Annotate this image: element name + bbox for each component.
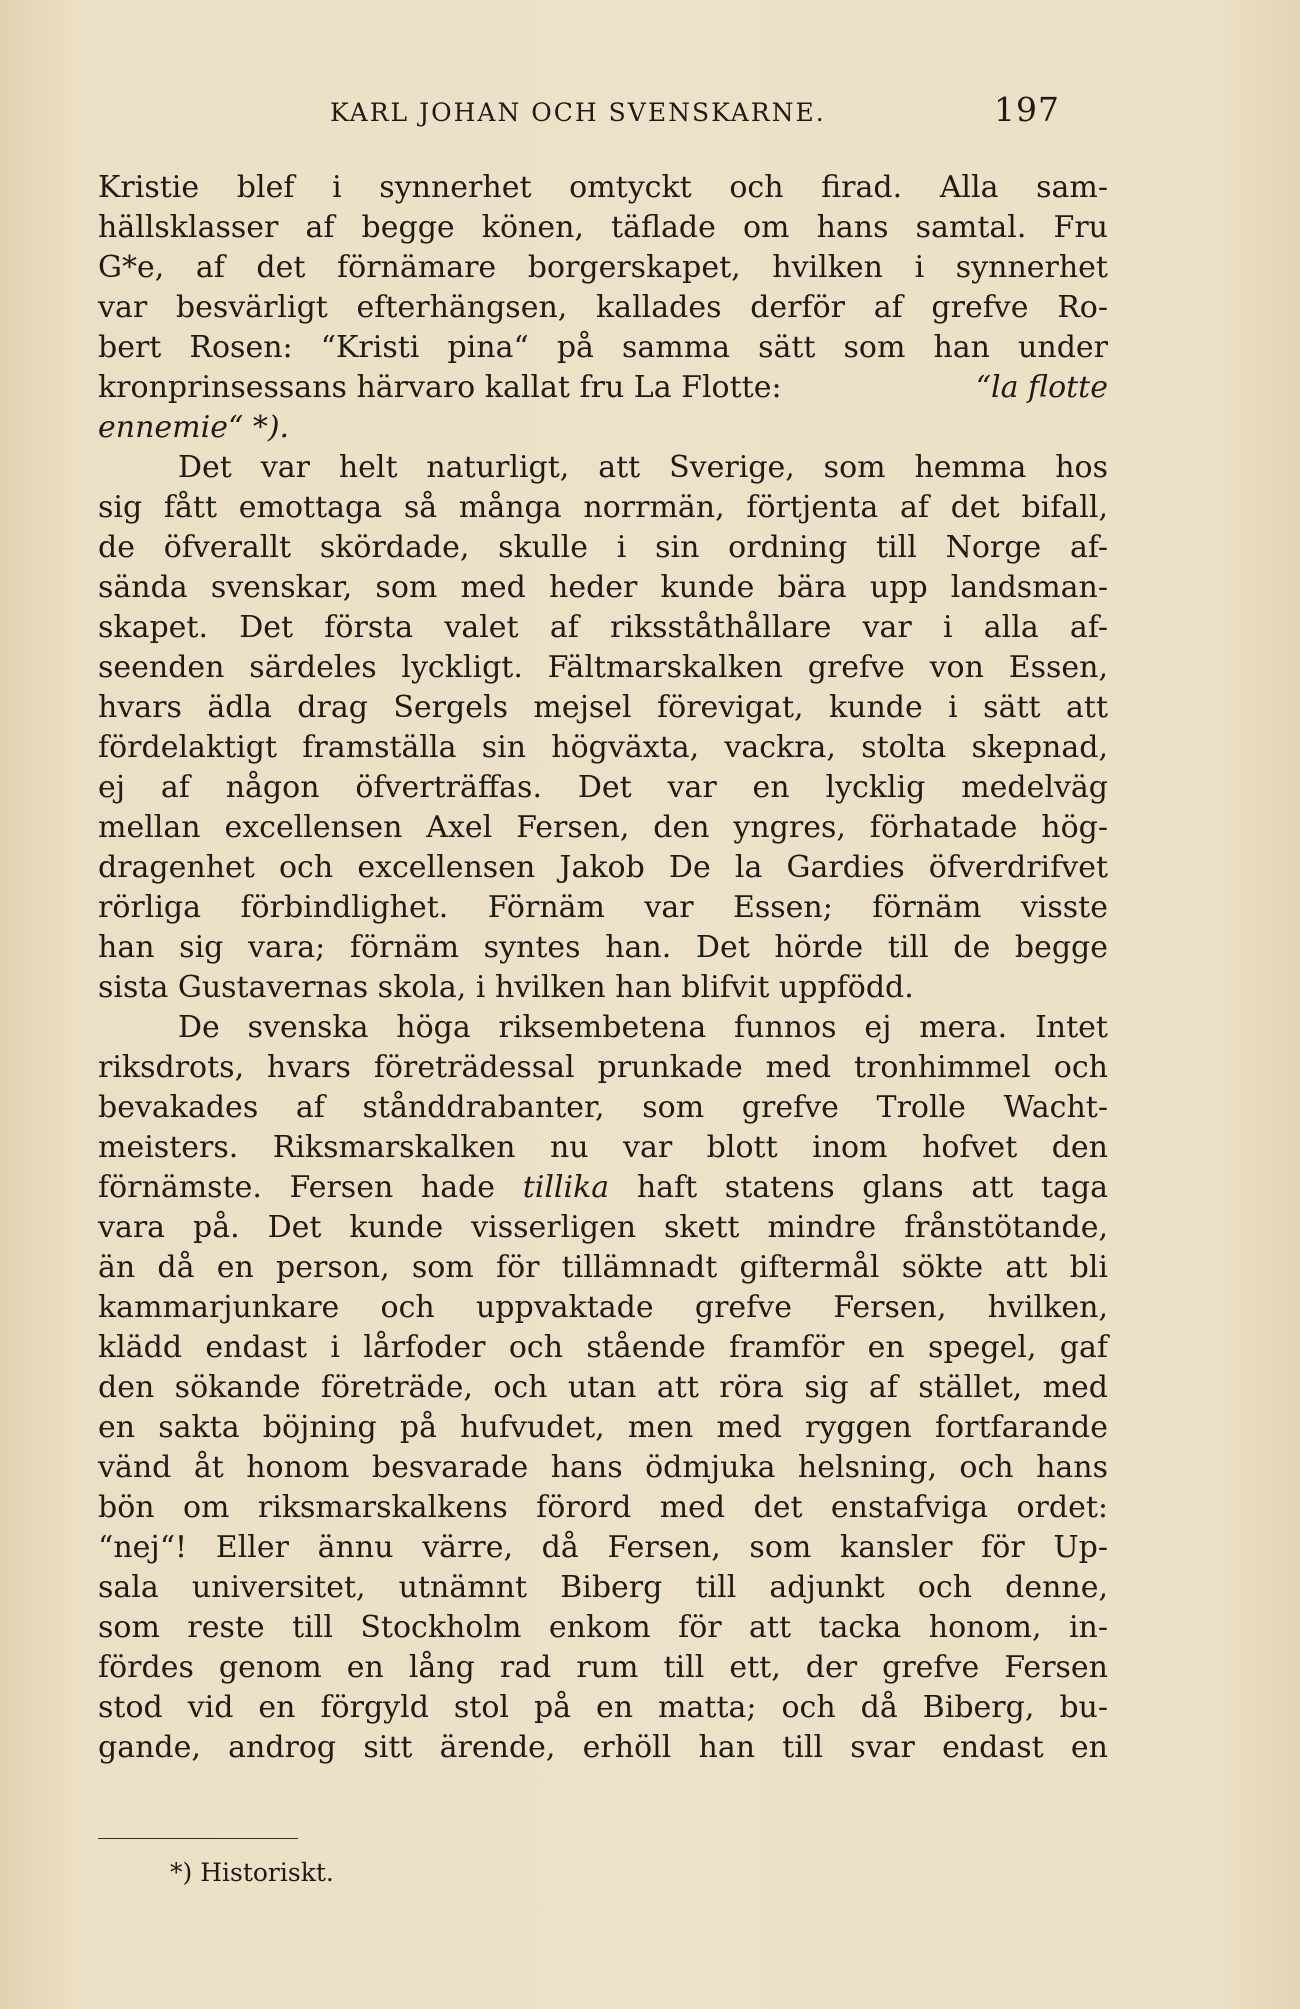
text-line: hällsklasser af begge könen, täflade om hans samtal. Fru: [98, 210, 1108, 245]
text-line: klädd endast i lårfoder och stående framför en spegel, gaf: [98, 1330, 1108, 1365]
running-head: KARL JOHAN OCH SVENSKARNE.: [330, 98, 826, 127]
text-line: bert Rosen: “Kristi pina“ på samma sätt som han under: [98, 330, 1108, 365]
text-line: skapet. Det första valet af riksståthållare var i alla af-: [98, 610, 1108, 645]
text-line: kammarjunkare och uppvaktade grefve Fersen, hvilken,: [98, 1290, 1108, 1325]
text-line: [98, 1168, 1108, 1208]
body-text: [98, 168, 1108, 1768]
text-line: stod vid en förgyld stol på en matta; och då Biberg, bu-: [98, 1690, 1108, 1725]
text-line: seenden särdeles lyckligt. Fältmarskalken grefve von Essen,: [98, 650, 1108, 685]
paragraph-start-line: Det var helt naturligt, att Sverige, som hemma hos: [178, 450, 1108, 485]
text-line: som reste till Stockholm enkom för att tacka honom, in-: [98, 1610, 1108, 1645]
page-header: [330, 90, 1060, 140]
text-line: de öfverallt skördade, skulle i sin ordning till Norge af-: [98, 530, 1108, 565]
text-line: sända svenskar, som med heder kunde bära upp landsman-: [98, 570, 1108, 605]
text-line: han sig vara; förnäm syntes han. Det hörde till de begge: [98, 930, 1108, 965]
text-line: fördelaktigt framställa sin högväxta, vackra, stolta skepnad,: [98, 730, 1108, 765]
footnote-rule: [98, 1838, 298, 1839]
text-line: än då en person, som för tillämnadt giftermål sökte att bli: [98, 1250, 1108, 1285]
text-line: rörliga förbindlighet. Förnäm var Essen; förnäm visste: [98, 890, 1108, 925]
text-line: dragenhet och excellensen Jakob De la Gardies öfverdrifvet: [98, 850, 1108, 885]
text-line: bevakades af stånddrabanter, som grefve Trolle Wacht-: [98, 1090, 1108, 1125]
italic-word: tillika: [522, 1170, 610, 1205]
text-line: vänd åt honom besvarade hans ödmjuka helsning, och hans: [98, 1450, 1108, 1485]
text-line: sig fått emottaga så många norrmän, förtjenta af det bifall,: [98, 490, 1108, 525]
text-line: en sakta böjning på hufvudet, men med ryggen fortfarande: [98, 1410, 1108, 1445]
footnote: *) Historiskt.: [170, 1858, 334, 1887]
italic-quote: “la flotte: [975, 370, 1108, 405]
text-line: sista Gustavernas skola, i hvilken han blifvit uppfödd.: [98, 970, 914, 1005]
text-line: den sökande företräde, och utan att röra sig af stället, med: [98, 1370, 1108, 1405]
text-line: var besvärligt efterhängsen, kallades derför af grefve Ro-: [98, 290, 1108, 325]
text-line: [98, 368, 1108, 408]
text-line: vara på. Det kunde visserligen skett mindre frånstötande,: [98, 1210, 1108, 1245]
text-line: sala universitet, utnämnt Biberg till adjunkt och denne,: [98, 1570, 1108, 1605]
text-line: G*e, af det förnämare borgerskapet, hvilken i synnerhet: [98, 250, 1108, 285]
text-line: fördes genom en lång rad rum till ett, der grefve Fersen: [98, 1650, 1108, 1685]
text-line: ej af någon öfverträffas. Det var en lycklig medelväg: [98, 770, 1108, 805]
text-line: riksdrots, hvars företrädessal prunkade med tronhimmel och: [98, 1050, 1108, 1085]
text-line: “nej“! Eller ännu värre, då Fersen, som kansler för Up-: [98, 1530, 1108, 1565]
text-line: Kristie blef i synnerhet omtyckt och firad. Alla sam-: [98, 170, 1108, 205]
page-number: 197: [994, 90, 1060, 129]
text-line: ennemie“ *).: [98, 410, 290, 445]
text-segment: förnämste. Fersen hade: [98, 1170, 496, 1205]
text-line: hvars ädla drag Sergels mejsel förevigat, kunde i sätt att: [98, 690, 1108, 725]
text-line: gande, androg sitt ärende, erhöll han till svar endast en: [98, 1730, 1108, 1765]
paragraph-start-line: De svenska höga riksembetena funnos ej mera. Intet: [178, 1010, 1108, 1045]
text-line: mellan excellensen Axel Fersen, den yngres, förhatade hög-: [98, 810, 1108, 845]
text-line: bön om riksmarskalkens förord med det enstafviga ordet:: [98, 1490, 1108, 1525]
text-segment: kronprinsessans härvaro kallat fru La Flotte:: [98, 370, 782, 405]
text-line: meisters. Riksmarskalken nu var blott inom hofvet den: [98, 1130, 1108, 1165]
text-segment: haft statens glans att taga: [636, 1170, 1108, 1205]
